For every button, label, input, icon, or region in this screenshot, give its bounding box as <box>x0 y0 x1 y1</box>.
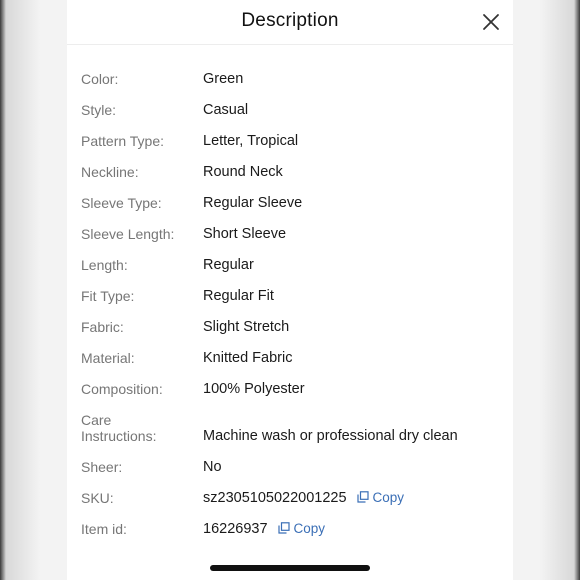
sheet-header <box>67 0 513 45</box>
row-label: Neckline: <box>81 164 139 180</box>
sku-value: sz2305105022001225 <box>203 490 347 506</box>
row-label: Sleeve Type: <box>81 195 162 211</box>
row-label: SKU: <box>81 490 114 506</box>
row-label: Pattern Type: <box>81 133 165 149</box>
row-value <box>203 521 325 537</box>
close-button[interactable] <box>481 12 501 32</box>
row-sleeve-length <box>67 226 513 250</box>
row-length <box>67 257 513 281</box>
row-label: Length: <box>81 257 128 273</box>
row-value: Regular Fit <box>203 288 274 304</box>
row-value: Short Sleeve <box>203 226 287 242</box>
row-value: Machine wash or professional dry clean <box>203 428 458 444</box>
row-label: Sheer: <box>81 459 123 475</box>
row-label: Item id: <box>81 521 127 537</box>
row-item-id <box>67 521 513 545</box>
close-icon <box>481 12 501 32</box>
row-value: No <box>203 459 222 475</box>
copy-icon <box>357 491 369 503</box>
row-label: Fabric: <box>81 319 124 335</box>
row-value: Regular <box>203 257 254 273</box>
row-color <box>67 71 513 95</box>
description-sheet <box>67 0 513 580</box>
home-indicator <box>210 565 370 571</box>
copy-item-id-button[interactable] <box>278 521 326 537</box>
row-value: Round Neck <box>203 164 283 180</box>
row-sheer <box>67 459 513 483</box>
row-value: Casual <box>203 102 249 118</box>
row-value: Green <box>203 71 244 87</box>
item-id-value: 16226937 <box>203 521 268 537</box>
row-composition <box>67 381 513 405</box>
row-label: Color: <box>81 71 119 87</box>
row-neckline <box>67 164 513 188</box>
copy-label: Copy <box>372 490 405 505</box>
sheet-title: Description <box>241 10 339 31</box>
row-sleeve-type <box>67 195 513 219</box>
row-care-instructions <box>67 412 513 452</box>
row-label: Composition: <box>81 381 163 397</box>
row-value: 100% Polyester <box>203 381 305 397</box>
row-value: Letter, Tropical <box>203 133 299 149</box>
copy-sku-button[interactable] <box>357 490 405 506</box>
row-fabric <box>67 319 513 343</box>
row-sku <box>67 490 513 514</box>
row-value: Slight Stretch <box>203 319 290 335</box>
row-pattern-type <box>67 133 513 157</box>
copy-icon <box>278 522 290 534</box>
row-label: Style: <box>81 102 117 118</box>
row-label: Material: <box>81 350 135 366</box>
row-label: Fit Type: <box>81 288 135 304</box>
row-label: Care Instructions: <box>81 412 157 444</box>
row-label: Sleeve Length: <box>81 226 175 242</box>
row-value <box>203 490 404 506</box>
row-value: Regular Sleeve <box>203 195 303 211</box>
row-style <box>67 102 513 126</box>
row-fit-type <box>67 288 513 312</box>
copy-label: Copy <box>293 521 326 536</box>
row-material <box>67 350 513 374</box>
row-value: Knitted Fabric <box>203 350 293 366</box>
